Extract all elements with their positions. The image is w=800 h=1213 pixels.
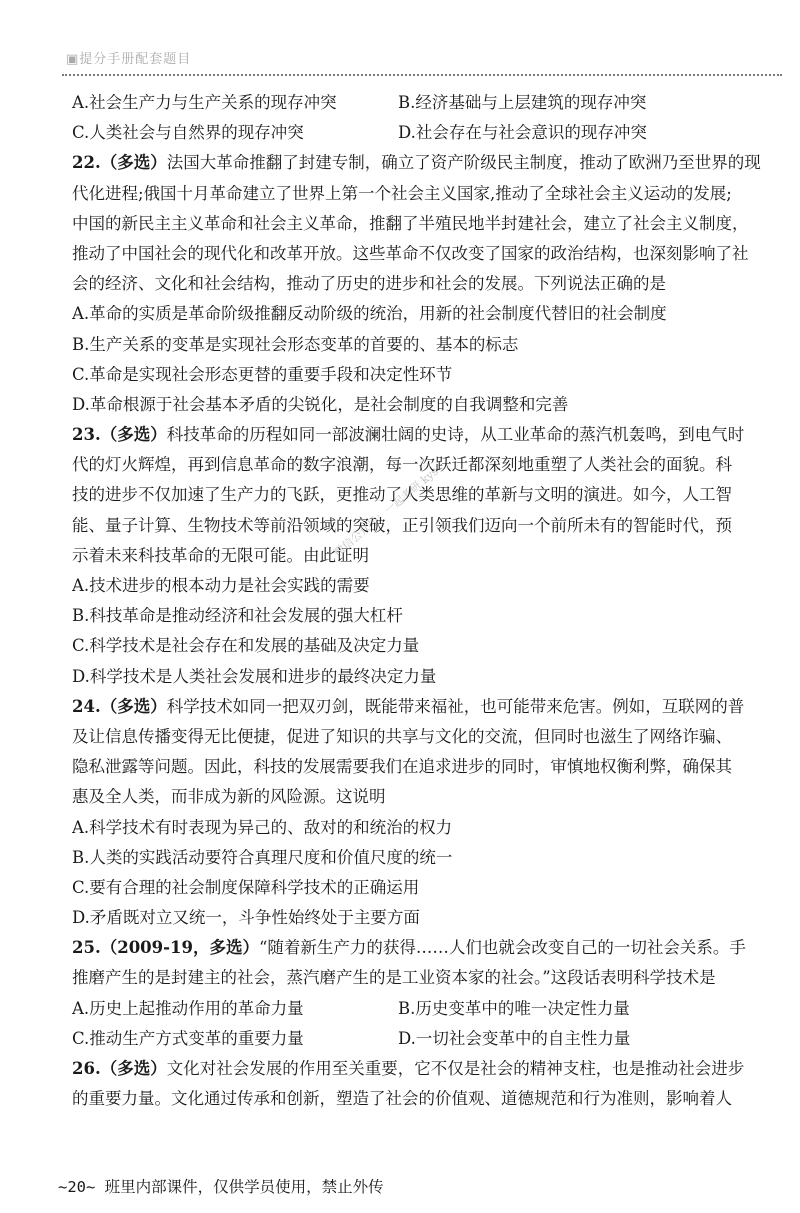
q24-stem-line: 惠及全人类，而非成为新的风险源。这说明 — [72, 787, 386, 807]
q21-option-c: C.人类社会与自然界的现存冲突 — [72, 123, 304, 143]
q24-stem-line — [72, 692, 782, 722]
q22-option-d: D.革命根源于社会基本矛盾的尖锐化，是社会制度的自我调整和完善 — [72, 394, 569, 414]
q23-stem-line — [72, 420, 782, 450]
q23-option-a: A.技术进步的根本动力是社会实践的需要 — [72, 576, 370, 595]
q24-option-d: D.矛盾既对立又统一，斗争性始终处于主要方面 — [72, 908, 420, 928]
q23-stem-line: 示着未来科技革命的无限可能。由此证明 — [72, 545, 369, 565]
q25-options-row-2 — [72, 1024, 782, 1054]
question-tag: （多选） — [100, 696, 167, 716]
question-tag: （多选） — [100, 1059, 167, 1078]
q21-option-b: B.经济基础与上层建筑的现存冲突 — [398, 93, 647, 112]
q25-option-c: C.推动生产方式变革的重要力量 — [72, 1028, 304, 1048]
header-title: ▣提分手册配套题目 — [66, 52, 192, 67]
stem-text: “随着新生产力的获得……人们也就会改变自己的一切社会关系。手 — [258, 938, 746, 958]
q24-stem-line: 及让信息传播变得无比便捷，促进了知识的共享与文化的交流，但同时也滋生了网络诈骗、 — [72, 726, 732, 746]
q21-option-d: D.社会存在与社会意识的现存冲突 — [398, 123, 647, 143]
q26-stem-line: 的重要力量。文化通过传承和创新，塑造了社会的价值观、道德规范和行为准则，影响着人 — [72, 1089, 732, 1109]
q21-options-row-2 — [72, 118, 782, 148]
question-tag: （多选） — [100, 425, 167, 445]
q24-option-b: B.人类的实践活动要符合真理尺度和价值尺度的统一 — [72, 847, 453, 867]
question-number: 22. — [72, 153, 101, 173]
q25-option-d: D.一切社会变革中的自主性力量 — [398, 1028, 631, 1048]
question-tag: （多选） — [100, 153, 167, 173]
q24-option-c: C.要有合理的社会制度保障科学技术的正确运用 — [72, 877, 420, 897]
page-content — [72, 88, 782, 1114]
q22-stem-line: 会的经济、文化和社会结构，推动了历史的进步和社会的发展。下列说法正确的是 — [72, 274, 666, 294]
question-number: 26. — [72, 1059, 101, 1078]
q22-stem-line: 代化进程;俄国十月革命建立了世界上第一个社会主义国家,推动了全球社会主义运动的发展; — [72, 183, 732, 203]
q25-stem-line — [72, 933, 782, 963]
q26-stem-line — [72, 1054, 782, 1084]
q23-stem-line: 能、量子计算、生物技术等前沿领域的突破，正引领我们迈向一个前所未有的智能时代，预 — [72, 515, 732, 535]
q24-option-a: A.科学技术有时表现为异己的、敌对的和统治的权力 — [72, 817, 453, 837]
q23-stem-line: 代的灯火辉煌，再到信息革命的数字浪潮，每一次跃迁都深刻地重塑了人类社会的面貌。科 — [72, 455, 732, 475]
q21-options-row-1 — [72, 88, 782, 118]
q25-option-a: A.历史上起推动作用的革命力量 — [72, 998, 304, 1018]
q24-stem-line: 隐私泄露等问题。因此，科技的发展需要我们在追求进步的同时，审慎地权衡利弊，确保其 — [72, 757, 732, 777]
page-header — [62, 44, 782, 76]
stem-text: 科学技术如同一把双刃剑，既能带来福祉，也可能带来危害。例如，互联网的普 — [166, 696, 745, 716]
q23-option-c: C.科学技术是社会存在和发展的基础及决定力量 — [72, 636, 420, 656]
q23-option-d: D.科学技术是人类社会发展和进步的最终决定力量 — [72, 666, 437, 686]
q22-stem-line — [72, 148, 782, 178]
stem-text: 科技革命的历程如同一部波澜壮阔的史诗，从工业革命的蒸汽机轰鸣，到电气时 — [166, 425, 745, 445]
watermark: 微信公众号：一起考研 kys — [331, 464, 441, 560]
q22-option-a: A.革命的实质是革命阶级推翻反动阶级的统治，用新的社会制度代替旧的社会制度 — [72, 304, 667, 324]
q22-stem-line: 中国的新民主主义革命和社会主义革命，推翻了半殖民地半封建社会，建立了社会主义制度， — [72, 213, 749, 233]
q25-options-row-1 — [72, 994, 782, 1024]
question-number: 25. — [72, 938, 101, 958]
question-number: 24. — [72, 696, 101, 716]
q22-option-b: B.生产关系的变革是实现社会形态变革的首要的、基本的标志 — [72, 334, 519, 354]
page-footer: ~20~ 班里内部课件，仅供学员使用，禁止外传 — [58, 1178, 384, 1196]
stem-text: 文化对社会发展的作用至关重要，它不仅是社会的精神支柱，也是推动社会进步 — [166, 1059, 745, 1078]
q23-option-b: B.科技革命是推动经济和社会发展的强大杠杆 — [72, 606, 403, 626]
q25-stem-line: 推磨产生的是封建主的社会，蒸汽磨产生的是工业资本家的社会。”这段话表明科学技术是 — [72, 968, 716, 988]
question-tag: （2009-19，多选） — [100, 938, 259, 958]
q22-stem-line: 推动了中国社会的现代化和改革开放。这些革命不仅改变了国家的政治结构，也深刻影响了社 — [72, 243, 749, 263]
q23-stem-line: 技的进步不仅加速了生产力的飞跃，更推动了人类思维的革新与文明的演进。如今，人工智 — [72, 485, 732, 505]
q21-option-a: A.社会生产力与生产关系的现存冲突 — [72, 93, 337, 112]
question-number: 23. — [72, 425, 101, 445]
q22-option-c: C.革命是实现社会形态更替的重要手段和决定性环节 — [72, 364, 453, 384]
stem-text: 法国大革命推翻了封建专制，确立了资产阶级民主制度，推动了欧洲乃至世界的现 — [166, 153, 761, 173]
q25-option-b: B.历史变革中的唯一决定性力量 — [398, 998, 630, 1018]
